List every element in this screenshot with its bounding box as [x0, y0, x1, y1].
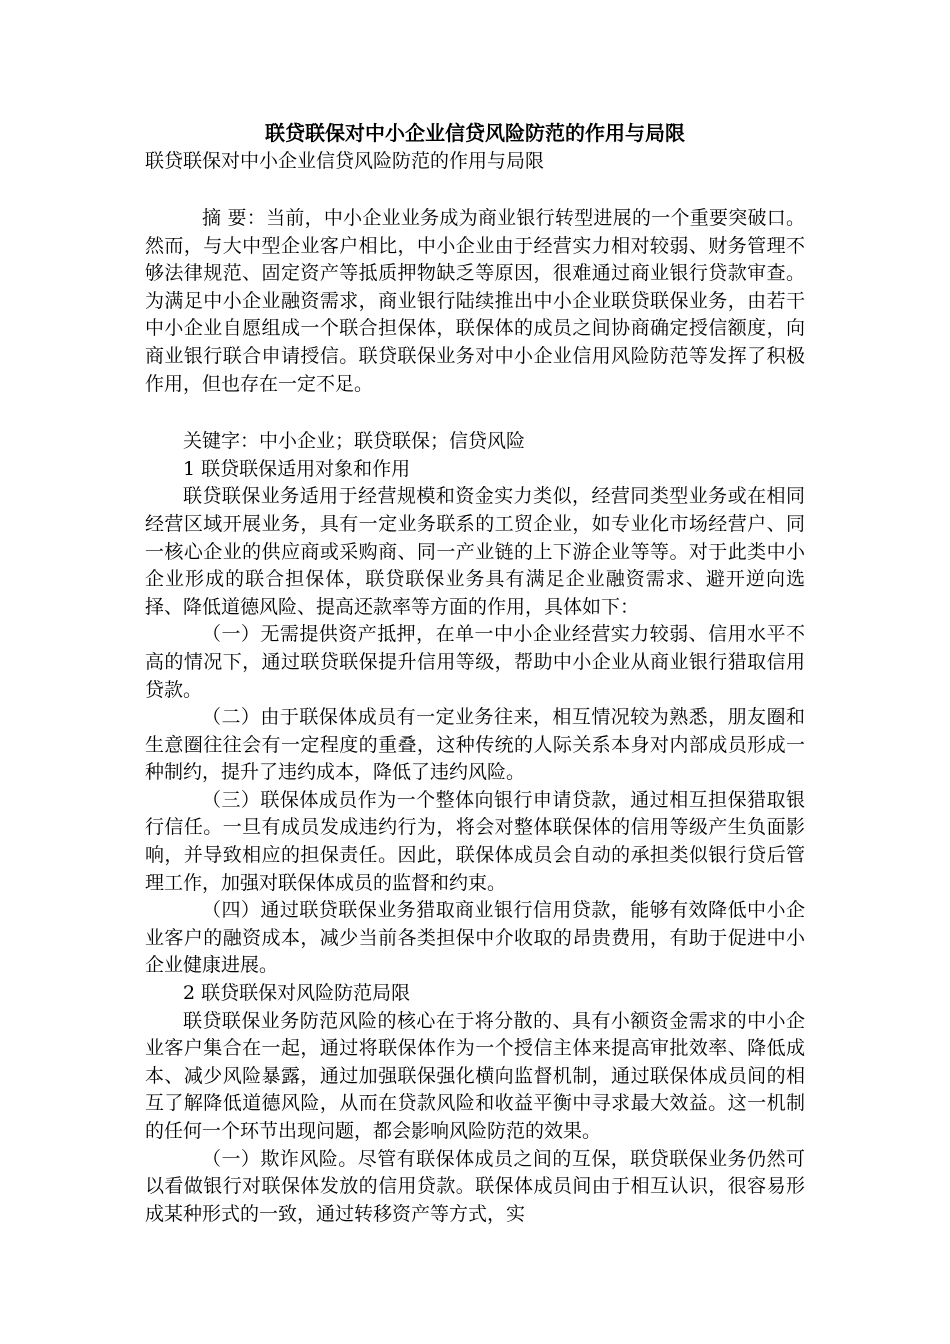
section-2-item-1: （一）欺诈风险。尽管有联保体成员之间的互保，联贷联保业务仍然可以看做银行对联保体发放的信用贷款。联保体成员间由于相互认识，很容易形成某种形式的一致，通过转移资产等方式，实 [145, 1147, 805, 1225]
section-2-heading: 2 联贷联保对风险防范局限 [183, 982, 411, 1005]
section-2-intro-paragraph: 联贷联保业务防范风险的核心在于将分散的、具有小额资金需求的中小企业客户集合在一起，通过将联保体作为一个授信主体来提高审批效率、降低成本、减少风险暴露，通过加强联保强化横向监督机制，通过联保体成员间的相互了解降低道德风险，从而在贷款风险和收益平衡中寻求最大效益。这一机制的任何一个环节出现问题，都会影响风险防范的效果。 [145, 1009, 805, 1142]
keywords-line: 关键字：中小企业；联贷联保；信贷风险 [183, 430, 526, 453]
section-1-item-3: （三）联保体成员作为一个整体向银行申请贷款，通过相互担保猎取银行信任。一旦有成员发成违约行为，将会对整体联保体的信用等级产生负面影响，并导致相应的担保责任。因此，联保体成员会自动的承担类似银行贷后管理工作，加强对联保体成员的监督和约束。 [145, 788, 805, 894]
section-1-item-4: （四）通过联贷联保业务猎取商业银行信用贷款，能够有效降低中小企业客户的融资成本，减少当前各类担保中介收取的昂贵费用，有助于促进中小企业健康进展。 [145, 899, 805, 977]
section-1-intro-paragraph: 联贷联保业务适用于经营规模和资金实力类似，经营同类型业务或在相同经营区域开展业务，具有一定业务联系的工贸企业，如专业化市场经营户、同一核心企业的供应商或采购商、同一产业链的上下游企业等等。对于此类中小企业形成的联合担保体，联贷联保业务具有满足企业融资需求、避开逆向选择、降低道德风险、提高还款率等方面的作用，具体如下： [145, 485, 805, 618]
document-subtitle: 联贷联保对中小企业信贷风险防范的作用与局限 [145, 150, 545, 172]
document-page [145, 118, 805, 1228]
abstract-paragraph: 摘 要：当前，中小企业业务成为商业银行转型进展的一个重要突破口。然而，与大中型企业客户相比，中小企业由于经营实力相对较弱、财务管理不够法律规范、固定资产等抵质押物缺乏等原因，很难通过商业银行贷款审查。为满足中小企业融资需求，商业银行陆续推出中小企业联贷联保业务，由若干中小企业自愿组成一个联合担保体，联保体的成员之间协商确定授信额度，向商业银行联合申请授信。联贷联保业务对中小企业信用风险防范等发挥了积极作用，但也存在一定不足。 [145, 207, 805, 395]
document-title: 联贷联保对中小企业信贷风险防范的作用与局限 [265, 121, 685, 145]
section-1-heading: 1 联贷联保适用对象和作用 [183, 457, 411, 480]
section-1-item-1: （一）无需提供资产抵押，在单一中小企业经营实力较弱、信用水平不高的情况下，通过联贷联保提升信用等级，帮助中小企业从商业银行猎取信用贷款。 [145, 623, 805, 701]
section-1-item-2: （二）由于联保体成员有一定业务往来，相互情况较为熟悉，朋友圈和生意圈往往会有一定程度的重叠，这种传统的人际关系本身对内部成员形成一种制约，提升了违约成本，降低了违约风险。 [145, 706, 805, 784]
